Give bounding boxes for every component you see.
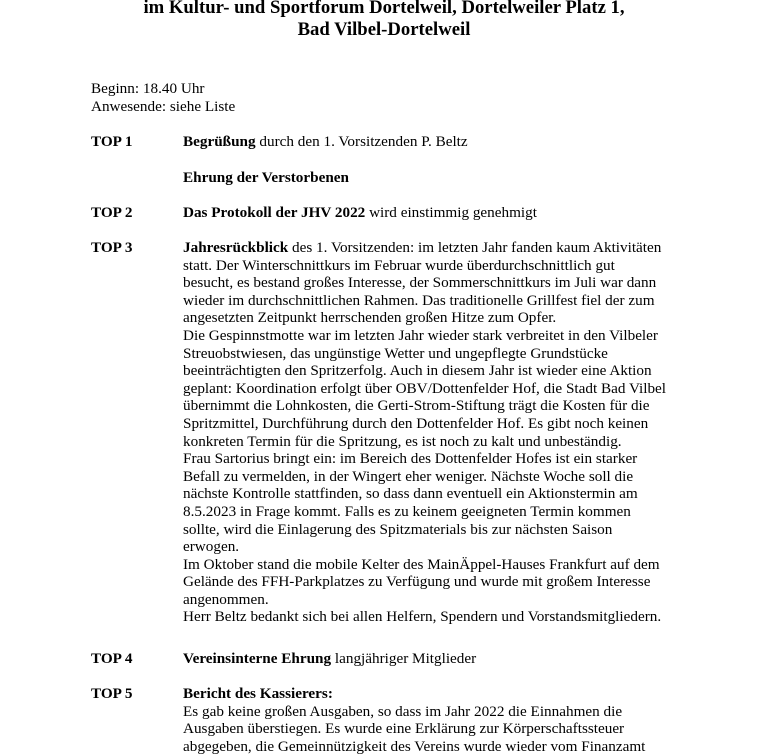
top5-text [183,685,703,755]
top3-line: besucht, es bestand großes Interesse, der Sommerschnittkurs im Juli war dann [183,274,657,292]
top2-text [183,204,703,222]
top4-bold: Vereinsinterne Ehrung [183,650,332,667]
top5-line: Es gab keine großen Ausgaben, so dass im Jahr 2022 die Einnahmen die [183,702,623,720]
top3-line: Im Oktober stand die mobile Kelter des MainÄppel-Hauses Frankfurt auf dem [183,555,660,573]
top5-line: abgegeben, die Gemeinnützigkeit des Vereins wurde wieder vom Finanzamt [183,737,646,755]
top3-line: Gelände des FFH-Parkplatzes zu Verfügung und wurde mit großem Interesse [183,573,651,591]
top3-line: sollte, wird die Einlagerung des Spitzmaterials bis zur nächsten Saison [183,520,613,538]
top3-label: TOP 3 [91,239,133,256]
top2-label: TOP 2 [91,204,133,221]
ehrung-heading: Ehrung der Verstorbenen [183,169,349,186]
top3-line: wieder im durchschnittlichen Rahmen. Das traditionelle Grillfest fiel der zum [183,291,655,309]
top3-text [183,239,703,626]
top3-line: angesetzten Zeitpunkt herrschenden großen Hitze zum Opfer. [183,309,557,327]
top3-line: konkreten Termin für die Spritzung, es ist noch zu kalt und unbeständig. [183,432,622,450]
top5-label: TOP 5 [91,685,133,702]
top4-rest: langjähriger Mitglieder [331,650,477,667]
top3-line: erwogen. [183,538,240,556]
title-line-2: Bad Vilbel-Dortelweil [297,19,471,40]
top3-line: nächste Kontrolle stattfinden, so dass dann eventuell ein Aktionstermin am [183,485,638,503]
top3-line: beeinträchtigten den Spritzerfolg. Auch in diesem Jahr ist wieder eine Aktion [183,362,652,380]
top3-bold: Jahresrückblick [183,239,289,256]
top3-line: Streuobstwiesen, das ungünstige Wetter und ungepflegte Grundstücke [183,344,608,362]
top3-line: Die Gespinnstmotte war im letzten Jahr wieder stark verbreitet in den Vilbeler [183,326,658,344]
top5-line: Ausgaben überstiegen. Es wurde eine Erklärung zur Körperschaftssteuer [183,720,625,738]
top3-line: statt. Der Winterschnittkurs im Februar wurde überdurchschnittlich gut [183,256,615,274]
beginn-text: Beginn: 18.40 Uhr [91,80,205,97]
top3-line: übernimmt die Lohnkosten, die Gerti-Strom-Stiftung trägt die Kosten für die [183,397,650,415]
top5-bold: Bericht des Kassierers: [183,685,333,702]
top4-text [183,650,703,668]
top3-line: angenommen. [183,590,269,608]
top3-line: Herr Beltz bedankt sich bei allen Helfern, Spendern und Vorstandsmitgliedern. [183,608,662,626]
top1-text [183,133,703,151]
top3-line: 8.5.2023 in Frage kommt. Falls es zu keinem geeigneten Termin kommen [183,502,631,520]
anwesende-text: Anwesende: siehe Liste [91,98,236,115]
top3-first-rest: des 1. Vorsitzenden: im letzten Jahr fanden kaum Aktivitäten [288,239,662,256]
top3-line: Befall zu vermelden, in der Wingert eher weniger. Nächste Woche soll die [183,467,634,485]
top1-subheading [183,169,703,187]
top2-rest: wird einstimmig genehmigt [365,204,537,221]
top1-bold: Begrüßung [183,133,256,150]
title-line-1: im Kultur- und Sportforum Dortelweil, Dortelweiler Platz 1, [143,0,625,18]
top3-line: Frau Sartorius bringt ein: im Bereich des Dottenfelder Hofes ist ein starker [183,450,638,468]
top2-bold: Das Protokoll der JHV 2022 [183,204,366,221]
top3-line: geplant: Koordination erfolgt über OBV/Dottenfelder Hof, die Stadt Bad Vilbel [183,379,667,397]
top1-rest: durch den 1. Vorsitzenden P. Beltz [255,133,468,150]
top4-label: TOP 4 [91,650,133,667]
top3-line: Spritzmittel, Durchführung durch den Dottenfelder Hof. Es gibt noch keinen [183,414,649,432]
top1-label: TOP 1 [91,133,133,150]
